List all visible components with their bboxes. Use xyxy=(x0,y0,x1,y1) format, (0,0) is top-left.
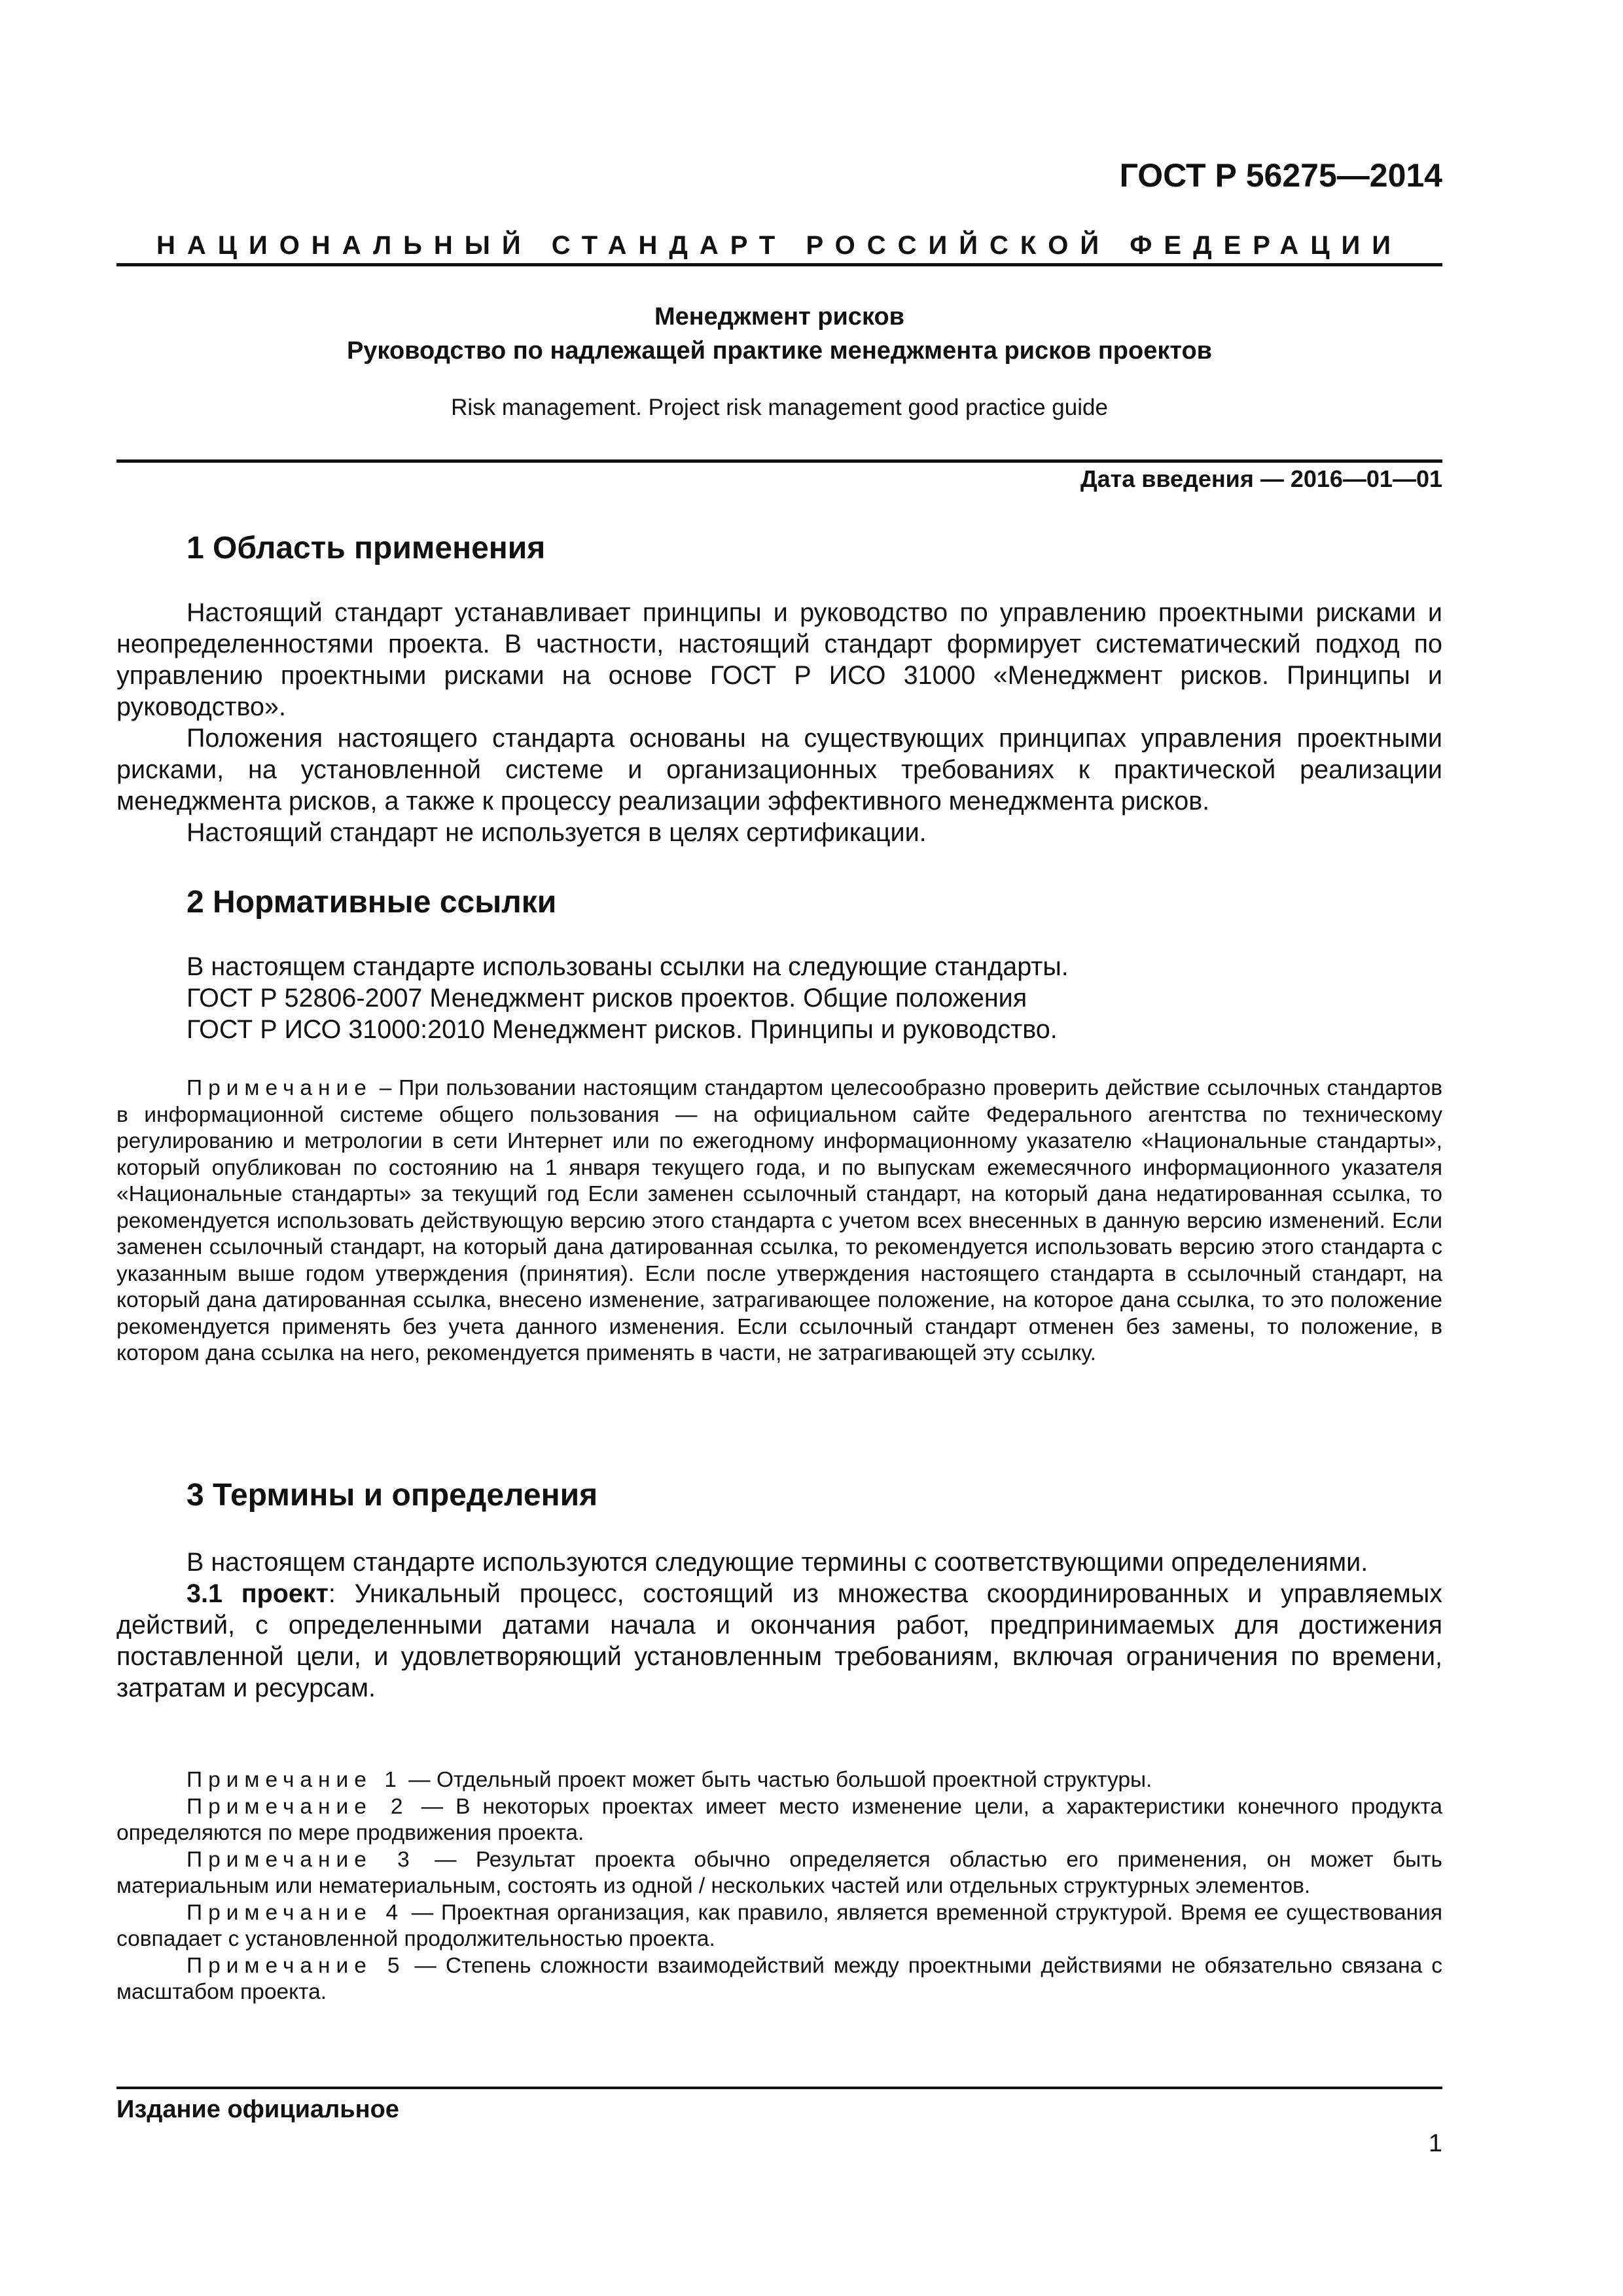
national-standard-title: НАЦИОНАЛЬНЫЙ СТАНДАРТ РОССИЙСКОЙ ФЕДЕРАЦИИ xyxy=(156,231,1403,260)
gost-code: ГОСТ Р 56275—2014 xyxy=(1119,157,1442,194)
reference-item: ГОСТ Р ИСО 31000:2010 Менеджмент рисков. Принципы и руководство. xyxy=(187,1015,1058,1044)
note-text: — Проектная организация, как правило, является временной структурой. Время ее существования совпадает с установленной продолжительностью проекта. xyxy=(116,1900,1442,1951)
note-text: — В некоторых проектах имеет место изменение цели, а характеристики конечного продукта определяются по мере продвижения проекта. xyxy=(116,1794,1443,1845)
document-page xyxy=(116,0,1442,2296)
note-text: — Степень сложности взаимодействий между проектными действиями не обязательно связана с масштабом проекта. xyxy=(116,1953,1442,2004)
footer-divider xyxy=(116,2087,1442,2089)
note xyxy=(116,1953,1442,2006)
document-title xyxy=(116,300,1442,368)
note-label: Примечание 1 xyxy=(187,1768,402,1792)
official-edition-label: Издание официальное xyxy=(116,2096,399,2123)
note-text: – При пользовании настоящим стандартом целесообразно проверить действие ссылочных стандартов в информационной системе общего пользования — на официальном сайте Федерального агентства по техническому регулированию и метрологии в сети Интернет или по ежегодному информационному указателю «Национальные стандарты», который опубликован по состоянию на 1 января текущего года, и по выпускам ежемесячного информационного указателя «Национальные стандарты» за текущий год Если заменен ссылочный стандарт, на который дана недатированная ссылка, то рекомендуется использовать действующую версию этого стандарта с учетом всех внесенных в данную версию изменений. Если заменен ссылочный стандарт, на который дана датированная ссылка, то рекомендуется использовать версию этого стандарта с указанным выше годом утверждения (принятия). Если после утверждения настоящего стандарта в ссылочный стандарт, на который дана датированная ссылка, внесено изменение, затрагивающее положение, на которое дана ссылка, то это положение рекомендуется применять без учета данного изменения. Если ссылочный стандарт отменен без замены, то положение, в котором дана ссылка на него, рекомендуется применять в части, не затрагивающей эту ссылку. xyxy=(116,1076,1442,1365)
title-divider xyxy=(116,459,1442,463)
section-3-heading: 3 Термины и определения xyxy=(187,1478,598,1513)
section-3-body xyxy=(116,1547,1442,1704)
note-label: Примечание xyxy=(187,1076,372,1100)
intro-date: Дата введения — 2016—01—01 xyxy=(1080,465,1442,492)
note xyxy=(116,1794,1442,1847)
note-label: Примечание 2 xyxy=(187,1794,409,1819)
section-1-heading: 1 Область применения xyxy=(187,531,546,565)
note-text: — Результат проекта обычно определяется областью его применения, он может быть материальным или нематериальным, состоять из одной / нескольких частей или отдельных структурных элементов. xyxy=(116,1847,1443,1898)
page-number: 1 xyxy=(1428,2130,1442,2157)
note-label: Примечание 5 xyxy=(187,1953,406,1978)
english-title: Risk management. Project risk management good practice guide xyxy=(451,395,1108,420)
note-label: Примечание 3 xyxy=(187,1847,416,1872)
title-line-1: Менеджмент рисков xyxy=(654,303,905,331)
paragraph: Настоящий стандарт не используется в целях сертификации. xyxy=(187,818,927,847)
section-3-notes xyxy=(116,1767,1442,2006)
note-text: — Отдельный проект может быть частью большой проектной структуры. xyxy=(402,1768,1152,1792)
paragraph: В настоящем стандарте использованы ссылки на следующие стандарты. xyxy=(187,952,1069,981)
term-label: 3.1 проект xyxy=(187,1579,329,1608)
note xyxy=(116,1847,1442,1900)
section-2-heading: 2 Нормативные ссылки xyxy=(187,885,557,920)
section-2-body xyxy=(116,951,1442,1045)
reference-item: ГОСТ Р 52806-2007 Менеджмент рисков проектов. Общие положения xyxy=(187,984,1027,1013)
section-2-note xyxy=(116,1075,1442,1367)
term-definition xyxy=(116,1578,1442,1704)
note xyxy=(116,1075,1442,1367)
paragraph: В настоящем стандарте используются следующие термины с соответствующими определениями. xyxy=(187,1548,1368,1577)
header-divider xyxy=(116,263,1442,266)
note-label: Примечание 4 xyxy=(187,1900,404,1925)
paragraph: Настоящий стандарт устанавливает принципы и руководство по управлению проектными рисками и неопределенностями проекта. В частности, настоящий стандарт формирует систематический подход по управлению проектными рисками на основе ГОСТ Р ИСО 31000 «Менеджмент рисков. Принципы и руководство». xyxy=(116,598,1442,721)
title-line-2: Руководство по надлежащей практике менеджмента рисков проектов xyxy=(346,337,1213,365)
term-text: : Уникальный процесс, состоящий из множества скоординированных и управляемых действий, с определенными датами начала и окончания работ, предпринимаемых для достижения поставленной цели, и удовлетворяющий установленным требованиям, включая ограничения по времени, затратам и ресурсам. xyxy=(116,1579,1442,1702)
note xyxy=(116,1767,1442,1794)
note xyxy=(116,1900,1442,1953)
paragraph: Положения настоящего стандарта основаны на существующих принципах управления проектными рисками, на установленной системе и организационных требованиях к практической реализации менеджмента рисков, а также к процессу реализации эффективного менеджмента рисков. xyxy=(116,724,1442,816)
section-1-body xyxy=(116,597,1442,848)
